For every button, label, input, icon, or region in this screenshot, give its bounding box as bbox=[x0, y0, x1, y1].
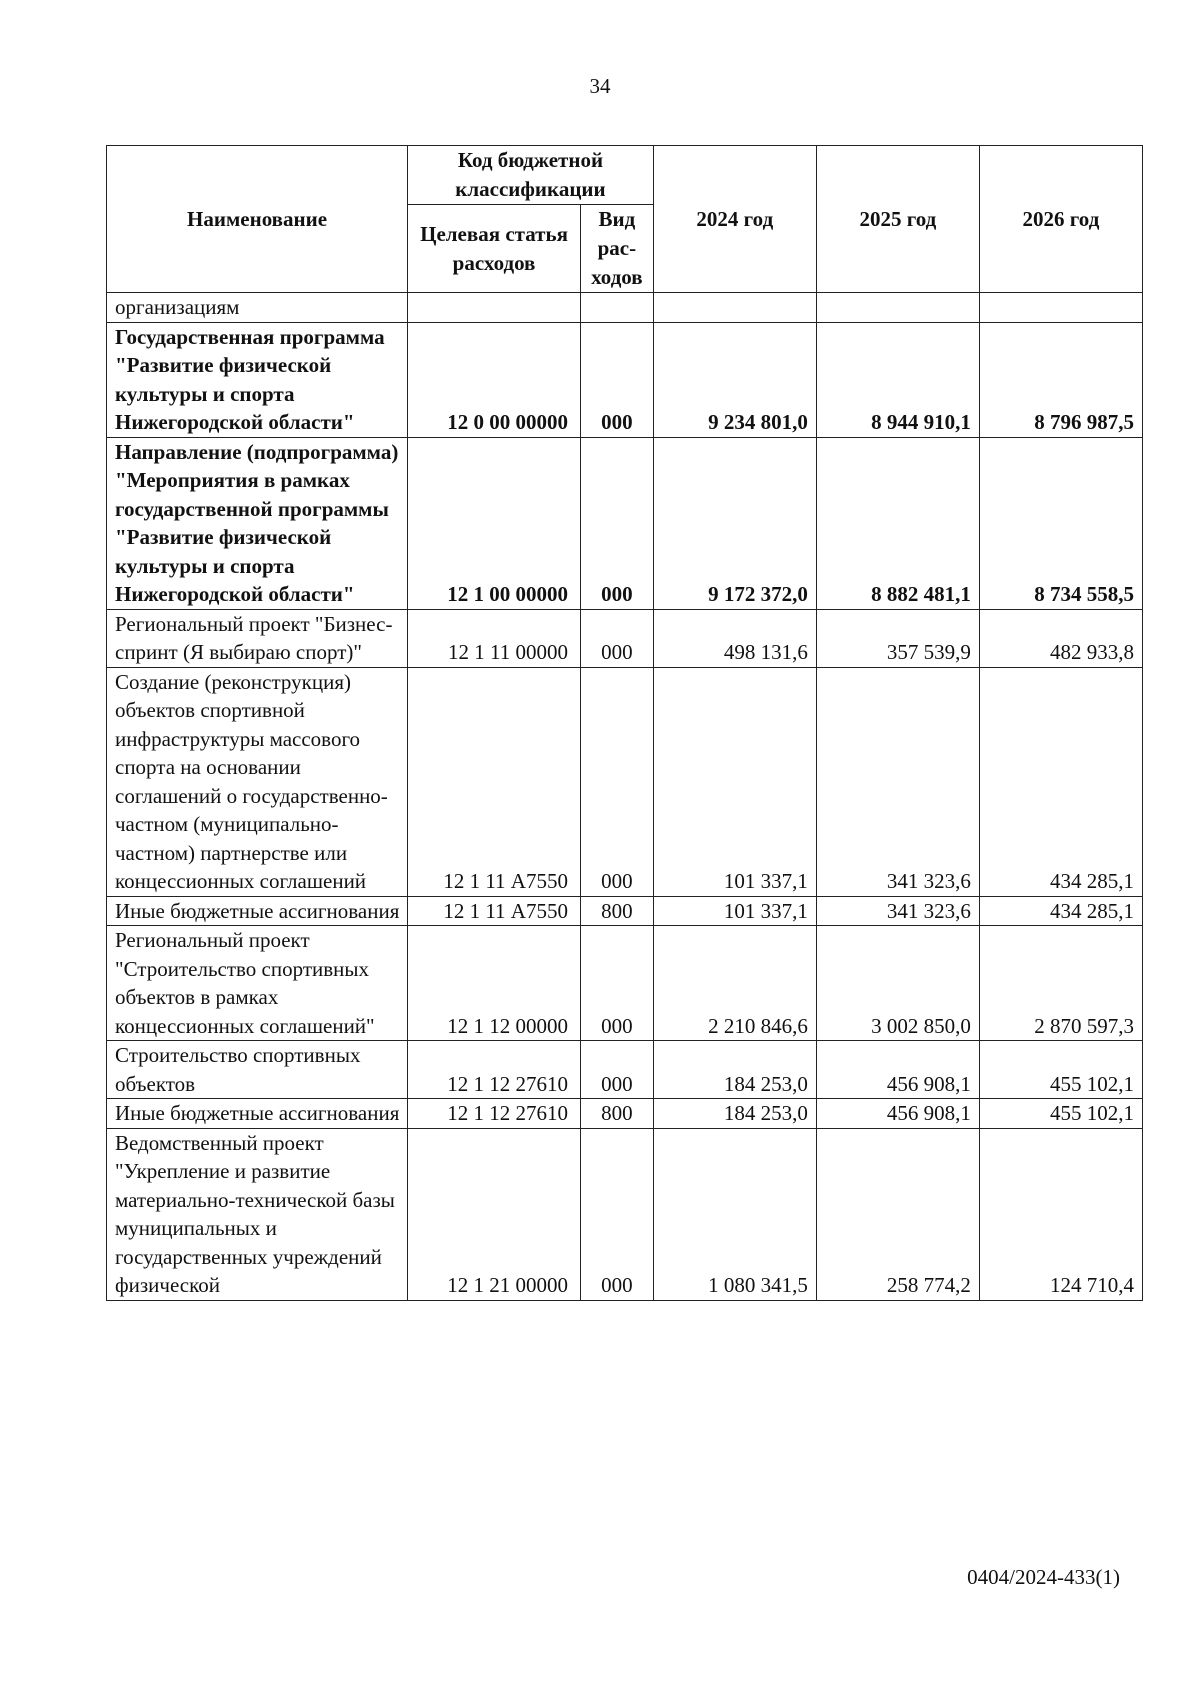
row-2025: 357 539,9 bbox=[816, 609, 979, 667]
row-2026: 482 933,8 bbox=[979, 609, 1142, 667]
row-name: Ведомственный проект "Укрепление и развитие материально-технической базы муниципальных и государственных учреждений физической bbox=[107, 1128, 408, 1300]
row-name: организациям bbox=[107, 293, 408, 323]
row-2026: 124 710,4 bbox=[979, 1128, 1142, 1300]
row-2026: 434 285,1 bbox=[979, 896, 1142, 926]
header-year-2025: 2025 год bbox=[816, 146, 979, 293]
row-2025: 258 774,2 bbox=[816, 1128, 979, 1300]
row-2024: 9 234 801,0 bbox=[653, 322, 816, 437]
row-2024: 101 337,1 bbox=[653, 896, 816, 926]
table-row bbox=[107, 437, 1143, 609]
row-code: 12 1 21 00000 bbox=[408, 1128, 581, 1300]
header-target-article: Целевая статья расходов bbox=[408, 205, 581, 293]
row-2026: 434 285,1 bbox=[979, 667, 1142, 896]
row-2024: 184 253,0 bbox=[653, 1041, 816, 1099]
row-code bbox=[408, 293, 581, 323]
row-2026: 455 102,1 bbox=[979, 1099, 1142, 1129]
table-row bbox=[107, 1128, 1143, 1300]
row-code: 12 1 12 27610 bbox=[408, 1099, 581, 1129]
row-name: Иные бюджетные ассигнования bbox=[107, 1099, 408, 1129]
row-kind: 800 bbox=[580, 1099, 653, 1129]
row-code: 12 0 00 00000 bbox=[408, 322, 581, 437]
header-expense-type: Вид рас-ходов bbox=[580, 205, 653, 293]
table-row bbox=[107, 609, 1143, 667]
header-name: Наименование bbox=[107, 146, 408, 293]
row-kind: 000 bbox=[580, 926, 653, 1041]
row-2026 bbox=[979, 293, 1142, 323]
row-2024: 498 131,6 bbox=[653, 609, 816, 667]
row-2024: 9 172 372,0 bbox=[653, 437, 816, 609]
row-code: 12 1 12 00000 bbox=[408, 926, 581, 1041]
row-kind: 000 bbox=[580, 322, 653, 437]
row-2025: 456 908,1 bbox=[816, 1099, 979, 1129]
row-2024: 2 210 846,6 bbox=[653, 926, 816, 1041]
header-year-2026: 2026 год bbox=[979, 146, 1142, 293]
row-2024: 184 253,0 bbox=[653, 1099, 816, 1129]
table-row bbox=[107, 926, 1143, 1041]
row-2025: 456 908,1 bbox=[816, 1041, 979, 1099]
row-name: Иные бюджетные ассигнования bbox=[107, 896, 408, 926]
row-2024: 101 337,1 bbox=[653, 667, 816, 896]
row-2024 bbox=[653, 293, 816, 323]
table-row bbox=[107, 896, 1143, 926]
row-kind: 000 bbox=[580, 609, 653, 667]
table-row bbox=[107, 1099, 1143, 1129]
row-2025 bbox=[816, 293, 979, 323]
table-row bbox=[107, 293, 1143, 323]
row-name: Направление (подпрограмма) "Мероприятия в рамках государственной программы "Развитие физической культуры и спорта Нижегородской области" bbox=[107, 437, 408, 609]
row-name: Создание (реконструкция) объектов спортивной инфраструктуры массового спорта на основании соглашений о государственно-частном (муниципально-частном) партнерстве или концессионных соглашений bbox=[107, 667, 408, 896]
row-kind: 000 bbox=[580, 1128, 653, 1300]
row-name: Строительство спортивных объектов bbox=[107, 1041, 408, 1099]
row-2026: 455 102,1 bbox=[979, 1041, 1142, 1099]
row-kind: 000 bbox=[580, 667, 653, 896]
row-kind: 800 bbox=[580, 896, 653, 926]
row-2026: 8 734 558,5 bbox=[979, 437, 1142, 609]
header-budget-code: Код бюджетной классификации bbox=[408, 146, 654, 205]
row-code: 12 1 11 00000 bbox=[408, 609, 581, 667]
row-kind: 000 bbox=[580, 1041, 653, 1099]
header-year-2024: 2024 год bbox=[653, 146, 816, 293]
table-row bbox=[107, 667, 1143, 896]
table-row bbox=[107, 322, 1143, 437]
row-name: Государственная программа "Развитие физической культуры и спорта Нижегородской области" bbox=[107, 322, 408, 437]
row-2025: 341 323,6 bbox=[816, 896, 979, 926]
document-code: 0404/2024-433(1) bbox=[967, 1565, 1120, 1589]
row-2026: 8 796 987,5 bbox=[979, 322, 1142, 437]
table-row bbox=[107, 1041, 1143, 1099]
row-name: Региональный проект "Бизнес-спринт (Я выбираю спорт)" bbox=[107, 609, 408, 667]
row-2025: 341 323,6 bbox=[816, 667, 979, 896]
row-2025: 8 882 481,1 bbox=[816, 437, 979, 609]
row-2026: 2 870 597,3 bbox=[979, 926, 1142, 1041]
page-number: 34 bbox=[589, 74, 611, 98]
row-code: 12 1 12 27610 bbox=[408, 1041, 581, 1099]
row-2025: 8 944 910,1 bbox=[816, 322, 979, 437]
row-code: 12 1 11 А7550 bbox=[408, 896, 581, 926]
budget-table bbox=[106, 145, 1143, 1301]
row-name: Региональный проект "Строительство спортивных объектов в рамках концессионных соглашений" bbox=[107, 926, 408, 1041]
row-code: 12 1 00 00000 bbox=[408, 437, 581, 609]
row-kind bbox=[580, 293, 653, 323]
row-kind: 000 bbox=[580, 437, 653, 609]
row-2024: 1 080 341,5 bbox=[653, 1128, 816, 1300]
row-2025: 3 002 850,0 bbox=[816, 926, 979, 1041]
row-code: 12 1 11 А7550 bbox=[408, 667, 581, 896]
